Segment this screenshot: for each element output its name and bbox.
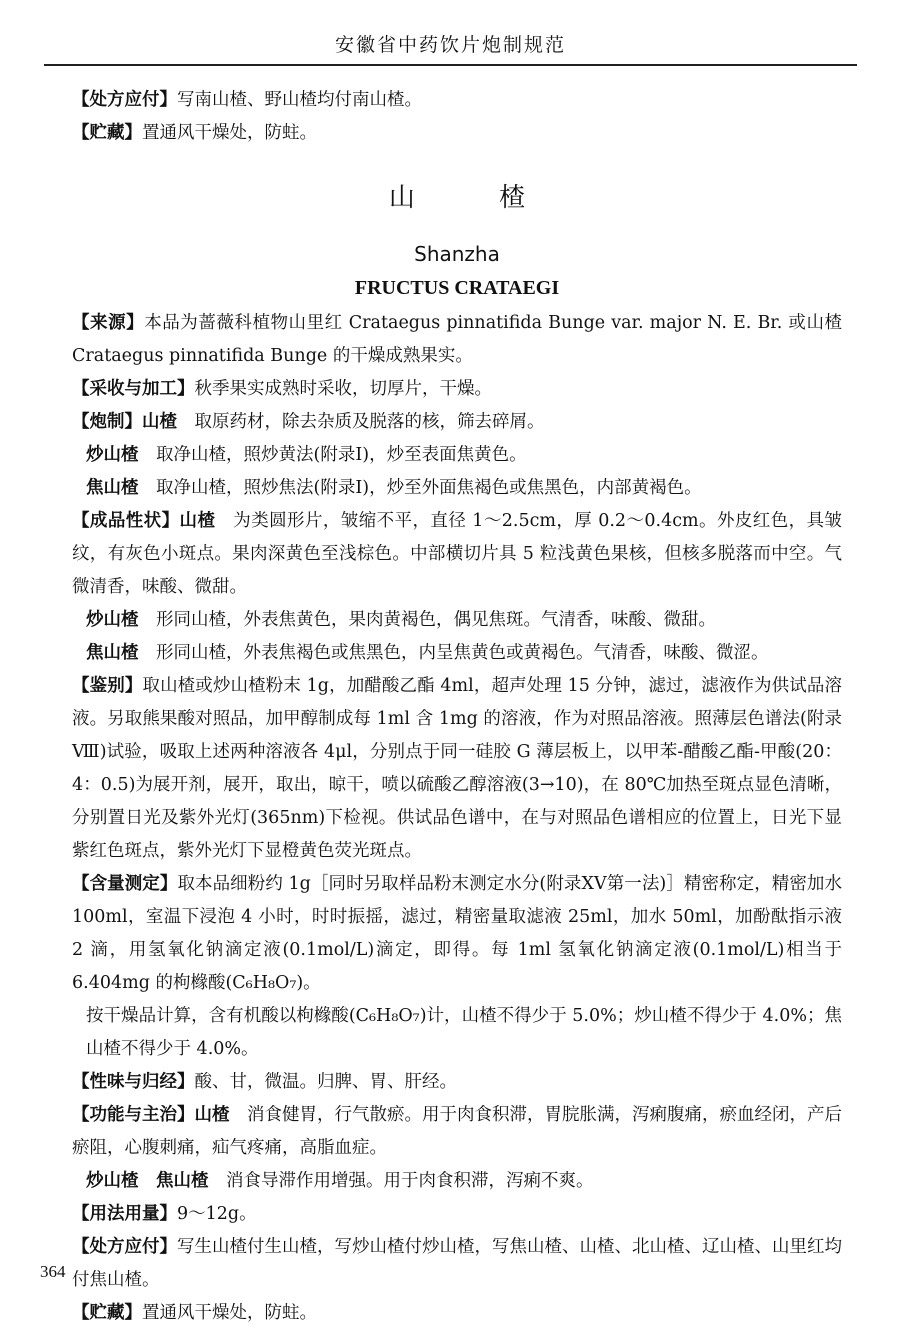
section-text: 写生山楂付生山楂，写炒山楂付炒山楂，写焦山楂、山楂、北山楂、辽山楂、山里红均付焦山楂。	[72, 1237, 842, 1290]
page-number: 364	[40, 1262, 66, 1281]
section-text: 按干燥品计算，含有机酸以枸橼酸(C₆H₈O₇)计，山楂不得少于 5.0%；炒山楂不得少于 4.0%；焦山楂不得少于 4.0%。	[86, 1006, 842, 1059]
characteristics-item	[86, 604, 842, 637]
section-label: 【性味与归经】	[72, 1072, 195, 1092]
section-storage	[72, 1297, 842, 1330]
item-name: 炒山楂	[86, 445, 139, 465]
item-text: 取净山楂，照炒黄法(附录Ⅰ)，炒至表面焦黄色。	[156, 445, 527, 465]
item-text: 形同山楂，外表焦褐色或焦黑色，内呈焦黄色或黄褐色。气清香，味酸、微涩。	[156, 643, 769, 663]
section-processing	[72, 406, 842, 439]
entry-title: 山 楂	[388, 183, 564, 213]
section-label: 【贮藏】	[72, 123, 142, 143]
characteristics-item	[86, 637, 842, 670]
section-characteristics	[72, 505, 842, 604]
section-label: 【功能与主治】	[72, 1105, 195, 1125]
section-source	[72, 307, 842, 373]
item-text: 为类圆形片，皱缩不平，直径 1～2.5cm，厚 0.2～0.4cm。外皮红色，具皱纹，有灰色小斑点。果肉深黄色至浅棕色。中部横切片具 5 粒浅黄色果核，但核多脱落而中空。气微清香，味酸、微甜。	[72, 511, 842, 597]
section-label: 【鉴别】	[72, 676, 143, 696]
item-name: 炒山楂 焦山楂	[86, 1171, 209, 1191]
item-name: 山楂	[142, 412, 177, 432]
section-label: 【用法用量】	[72, 1204, 177, 1224]
section-label: 【炮制】	[72, 412, 142, 432]
section-label: 【来源】	[72, 313, 145, 333]
section-text: 置通风干燥处，防蛀。	[142, 1303, 317, 1323]
item-text: 形同山楂，外表焦黄色，果肉黄褐色，偶见焦斑。气清香，味酸、微甜。	[156, 610, 716, 630]
section-label: 【处方应付】	[72, 1237, 177, 1257]
section-text: 本品为蔷薇科植物山里红 Crataegus pinnatifida Bunge var. major N. E. Br. 或山楂 Crataegus pinnatifida Bunge 的干燥成熟果实。	[72, 313, 843, 366]
item-name: 炒山楂	[86, 610, 139, 630]
section-text: 取山楂或炒山楂粉末 1g，加醋酸乙酯 4ml，超声处理 15 分钟，滤过，滤液作为供试品溶液。另取熊果酸对照品，加甲醇制成每 1ml 含 1mg 的溶液，作为对照品溶液。照薄层色谱法(附录Ⅷ)试验，吸取上述两种溶液各 4μl，分别点于同一硅胶 G 薄层板上，以甲苯-醋酸乙酯-甲酸(20：4：0.5)为展开剂，展开，取出，晾干，喷以硫酸乙醇溶液(3→10)，在 80℃加热至斑点显色清晰，分别置日光及紫外光灯(365nm)下检视。供试品色谱中，在与对照品色谱相应的位置上，日光下显紫红色斑点，紫外光灯下显橙黄色荧光斑点。	[72, 676, 842, 861]
section-text: 取本品细粉约 1g［同时另取样品粉末测定水分(附录ⅩⅤ第一法)］精密称定，精密加水 100ml，室温下浸泡 4 小时，时时振摇，滤过，精密量取滤液 25ml，加水 50ml，加酚酞指示液 2 滴，用氢氧化钠滴定液(0.1mol/L)滴定，即得。每 1ml 氢氧化钠滴定液(0.1mol/L)相当于 6.404mg 的枸橼酸(C₆H₈O₇)。	[72, 874, 842, 993]
item-name: 山楂	[179, 511, 216, 531]
section-identification	[72, 670, 842, 868]
section-text: 秋季果实成熟时采收，切厚片，干燥。	[194, 379, 492, 399]
function-item	[86, 1165, 842, 1198]
entry-pinyin: Shanzha	[414, 242, 500, 266]
section-text: 酸、甘，微温。归脾、胃、肝经。	[194, 1072, 457, 1092]
item-name: 山楂	[194, 1105, 230, 1125]
entry-latin-name: FRUCTUS CRATAEGI	[354, 277, 560, 299]
item-name: 焦山楂	[86, 478, 139, 498]
section-label: 【采收与加工】	[72, 379, 195, 399]
section-label: 【贮藏】	[72, 1303, 142, 1323]
section-label: 【含量测定】	[72, 874, 178, 894]
page-body	[72, 84, 842, 1330]
prev-prescription	[72, 84, 842, 117]
section-prescription	[72, 1231, 842, 1297]
item-text: 消食导滞作用增强。用于肉食积滞，泻痢不爽。	[226, 1171, 594, 1191]
item-name: 焦山楂	[86, 643, 139, 663]
running-header: 安徽省中药饮片炮制规范	[334, 34, 566, 56]
section-label: 【处方应付】	[72, 90, 177, 110]
processing-item	[86, 472, 842, 505]
section-label: 【成品性状】	[72, 511, 180, 531]
header-rule	[44, 64, 857, 66]
item-text: 取净山楂，照炒焦法(附录Ⅰ)，炒至外面焦褐色或焦黑色，内部黄褐色。	[156, 478, 702, 498]
processing-item	[86, 439, 842, 472]
prev-storage	[72, 117, 842, 150]
assay-limits	[86, 1000, 842, 1066]
section-nature	[72, 1066, 842, 1099]
section-text: 9～12g。	[177, 1204, 257, 1224]
section-dosage	[72, 1198, 842, 1231]
item-text: 消食健胃，行气散瘀。用于肉食积滞，胃脘胀满，泻痢腹痛，瘀血经闭，产后瘀阻，心腹刺痛，疝气疼痛，高脂血症。	[72, 1105, 842, 1158]
section-harvest	[72, 373, 842, 406]
section-text: 置通风干燥处，防蛀。	[142, 123, 317, 143]
section-function	[72, 1099, 842, 1165]
item-text: 取原药材，除去杂质及脱落的核，筛去碎屑。	[194, 412, 545, 432]
section-assay	[72, 868, 842, 1000]
section-text: 写南山楂、野山楂均付南山楂。	[177, 90, 422, 110]
